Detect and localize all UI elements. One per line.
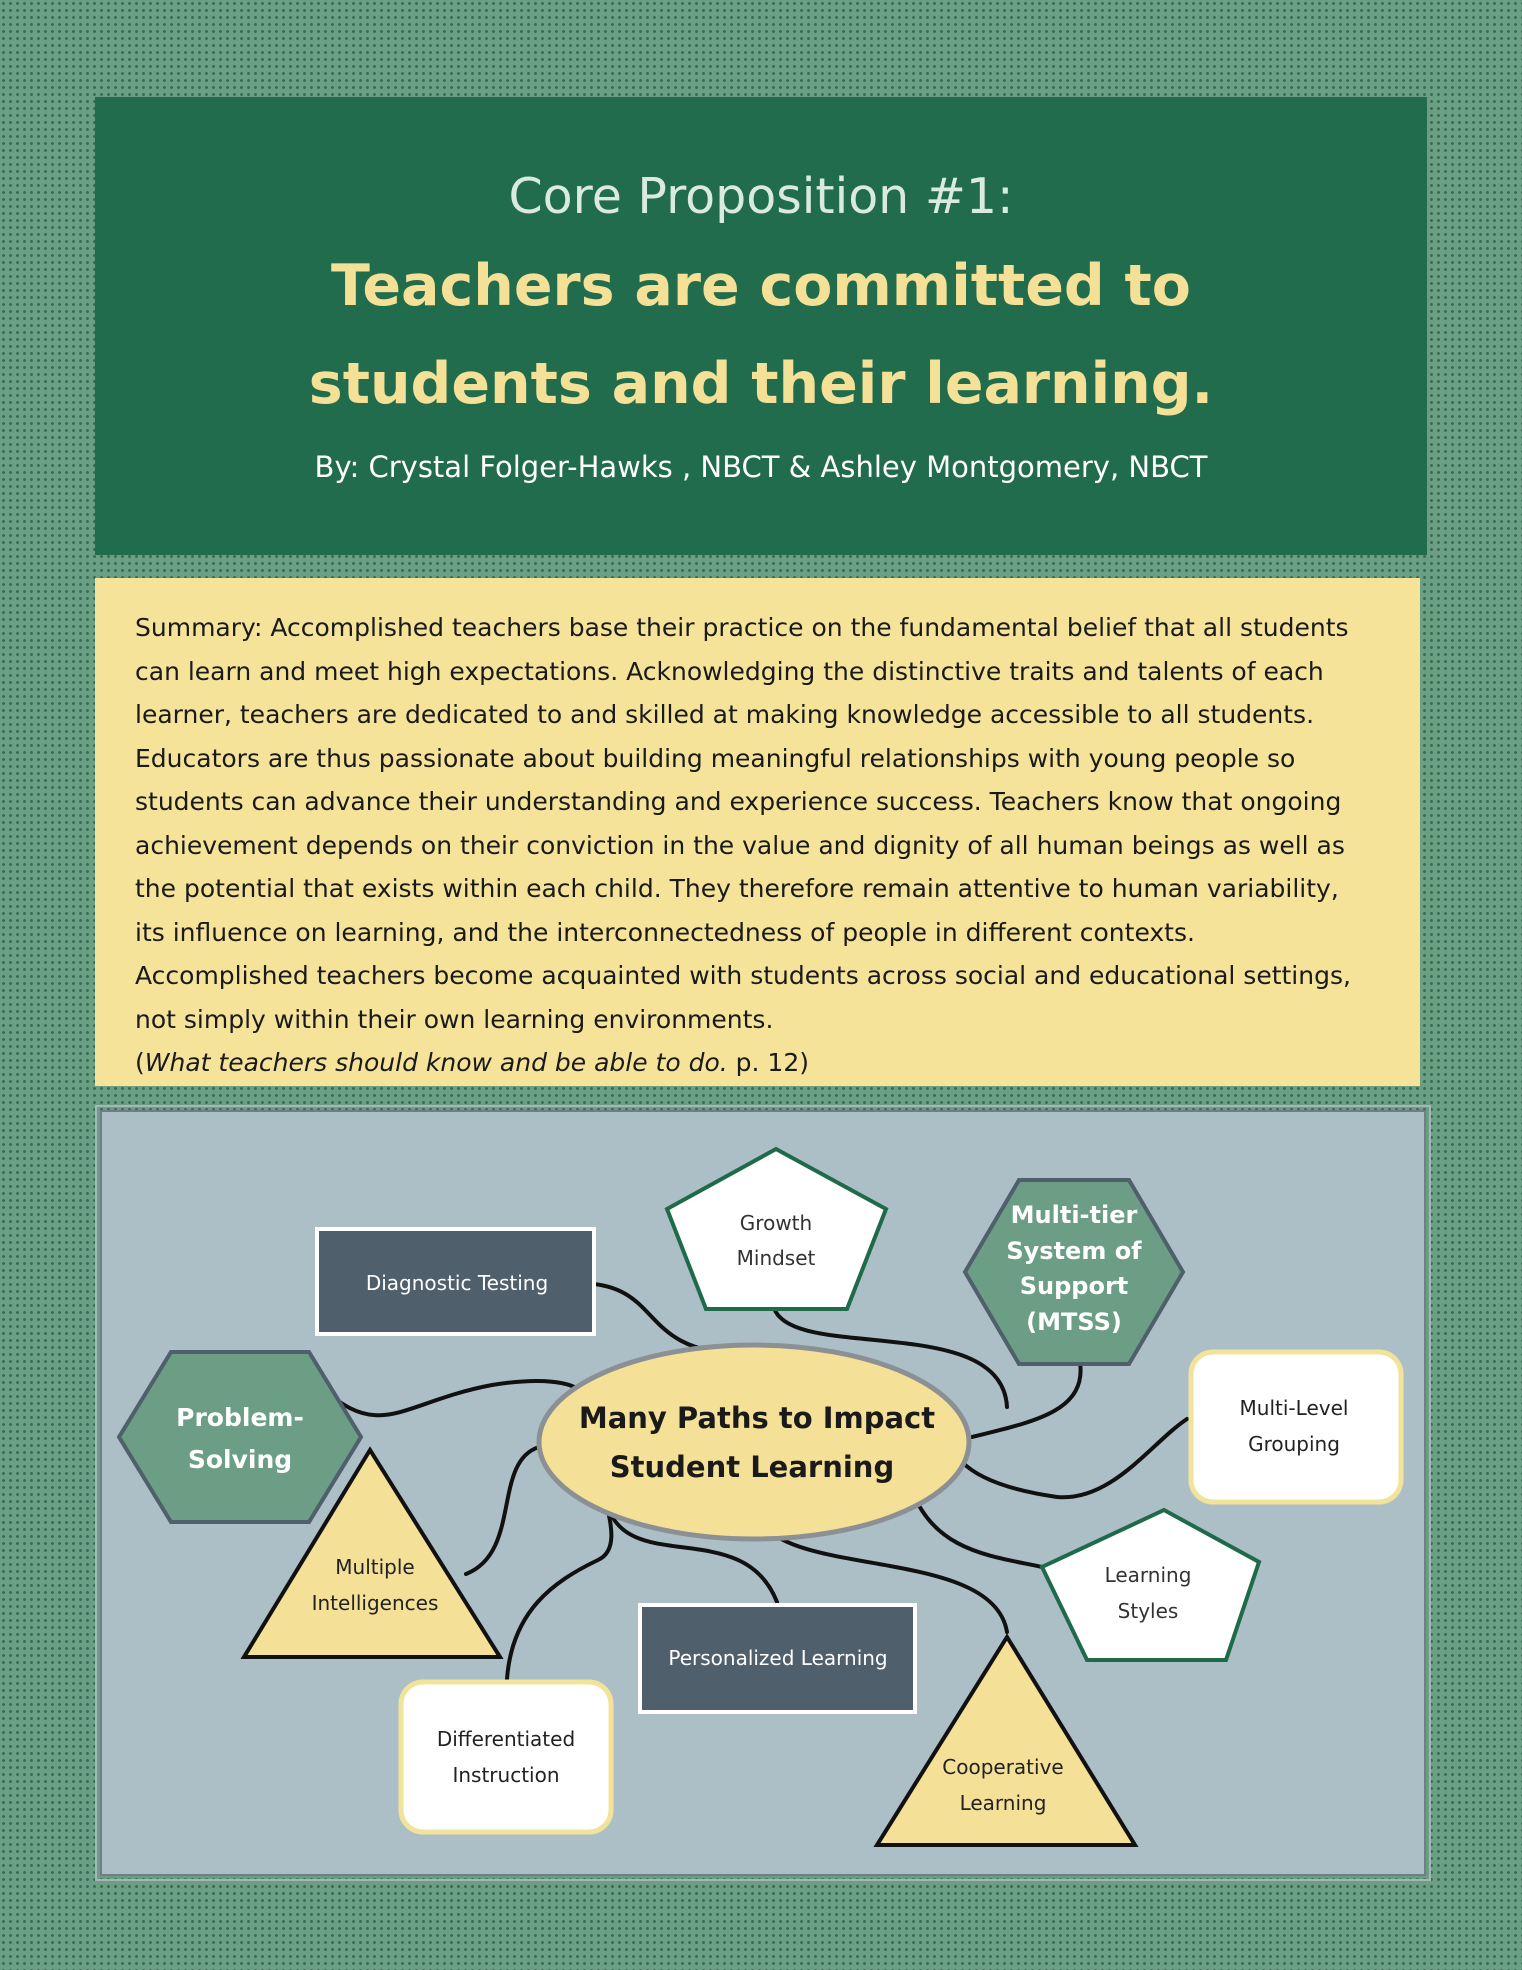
connector-problem [322,1381,582,1415]
mtss-line-3: Support [1019,1272,1129,1300]
proposition-title [95,237,1427,433]
growth-mindset-line-1: Growth [739,1211,813,1235]
summary-body: Summary: Accomplished teachers base their practice on the fundamental belief that all students can learn and meet high expectations. Acknowledging the distinctive traits and talents of each learner, teachers are dedicated to and skilled at making knowledge accessible to all students. Educators are thus passionate about building meaningful relationships with young people so students can advance their understanding and experience success. Teachers know that ongoing achievement depends on their conviction in the value and dignity of all human beings as well as the potential that exists within each child. They therefore remain attentive to human variability, its influence on learning, and the interconnectedness of people in different contexts. Accomplished teachers become acquainted with students across social and educational settings, not simply within their own learning environments. [135,613,1351,1034]
mtss-line-1: Multi-tier [1010,1201,1138,1229]
connector-intelligences [466,1447,539,1574]
connector-mtss [972,1362,1081,1437]
header-banner [95,97,1427,555]
cooperative-line-2: Learning [959,1791,1047,1815]
concept-map [100,1110,1426,1876]
intelligences-line-2: Intelligences [311,1591,439,1615]
node-differentiated-instruction [401,1682,611,1832]
citation-title: What teachers should know and be able to do. [144,1048,728,1077]
summary-text [135,606,1370,1085]
proposition-kicker: Core Proposition #1: [508,168,1014,225]
differentiated-line-2: Instruction [452,1763,560,1787]
problem-solving-line-1: Problem- [176,1403,304,1432]
center-label-line-2: Student Learning [609,1450,895,1484]
summary-box [95,578,1420,1086]
diagnostic-testing-label: Diagnostic Testing [365,1271,549,1295]
grouping-line-2: Grouping [1248,1432,1340,1456]
center-ellipse [539,1345,969,1539]
citation-open: ( [135,1048,145,1077]
title-line-2: students and their learning. [308,351,1214,417]
mtss-line-4: (MTSS) [1026,1308,1122,1336]
intelligences-line-1: Multiple [335,1555,415,1579]
concept-map-svg [102,1112,1424,1874]
learning-styles-line-1: Learning [1104,1563,1192,1587]
mtss-line-2: System of [1006,1237,1142,1265]
citation-page: p. 12) [727,1048,809,1077]
node-problem-solving [119,1352,361,1522]
node-multi-level-grouping [1191,1352,1401,1502]
title-line-1: Teachers are committed to [331,253,1191,319]
connector-differentiated [507,1492,611,1679]
problem-solving-line-2: Solving [187,1445,293,1474]
cooperative-line-1: Cooperative [942,1755,1064,1779]
center-label-line-1: Many Paths to Impact [578,1401,936,1435]
differentiated-line-1: Differentiated [436,1727,576,1751]
personalized-learning-label: Personalized Learning [668,1646,888,1670]
growth-mindset-line-2: Mindset [736,1246,816,1270]
learning-styles-line-2: Styles [1117,1599,1179,1623]
grouping-line-1: Multi-Level [1239,1396,1349,1420]
byline: By: Crystal Folger-Hawks , NBCT & Ashley Montgomery, NBCT [314,450,1208,484]
